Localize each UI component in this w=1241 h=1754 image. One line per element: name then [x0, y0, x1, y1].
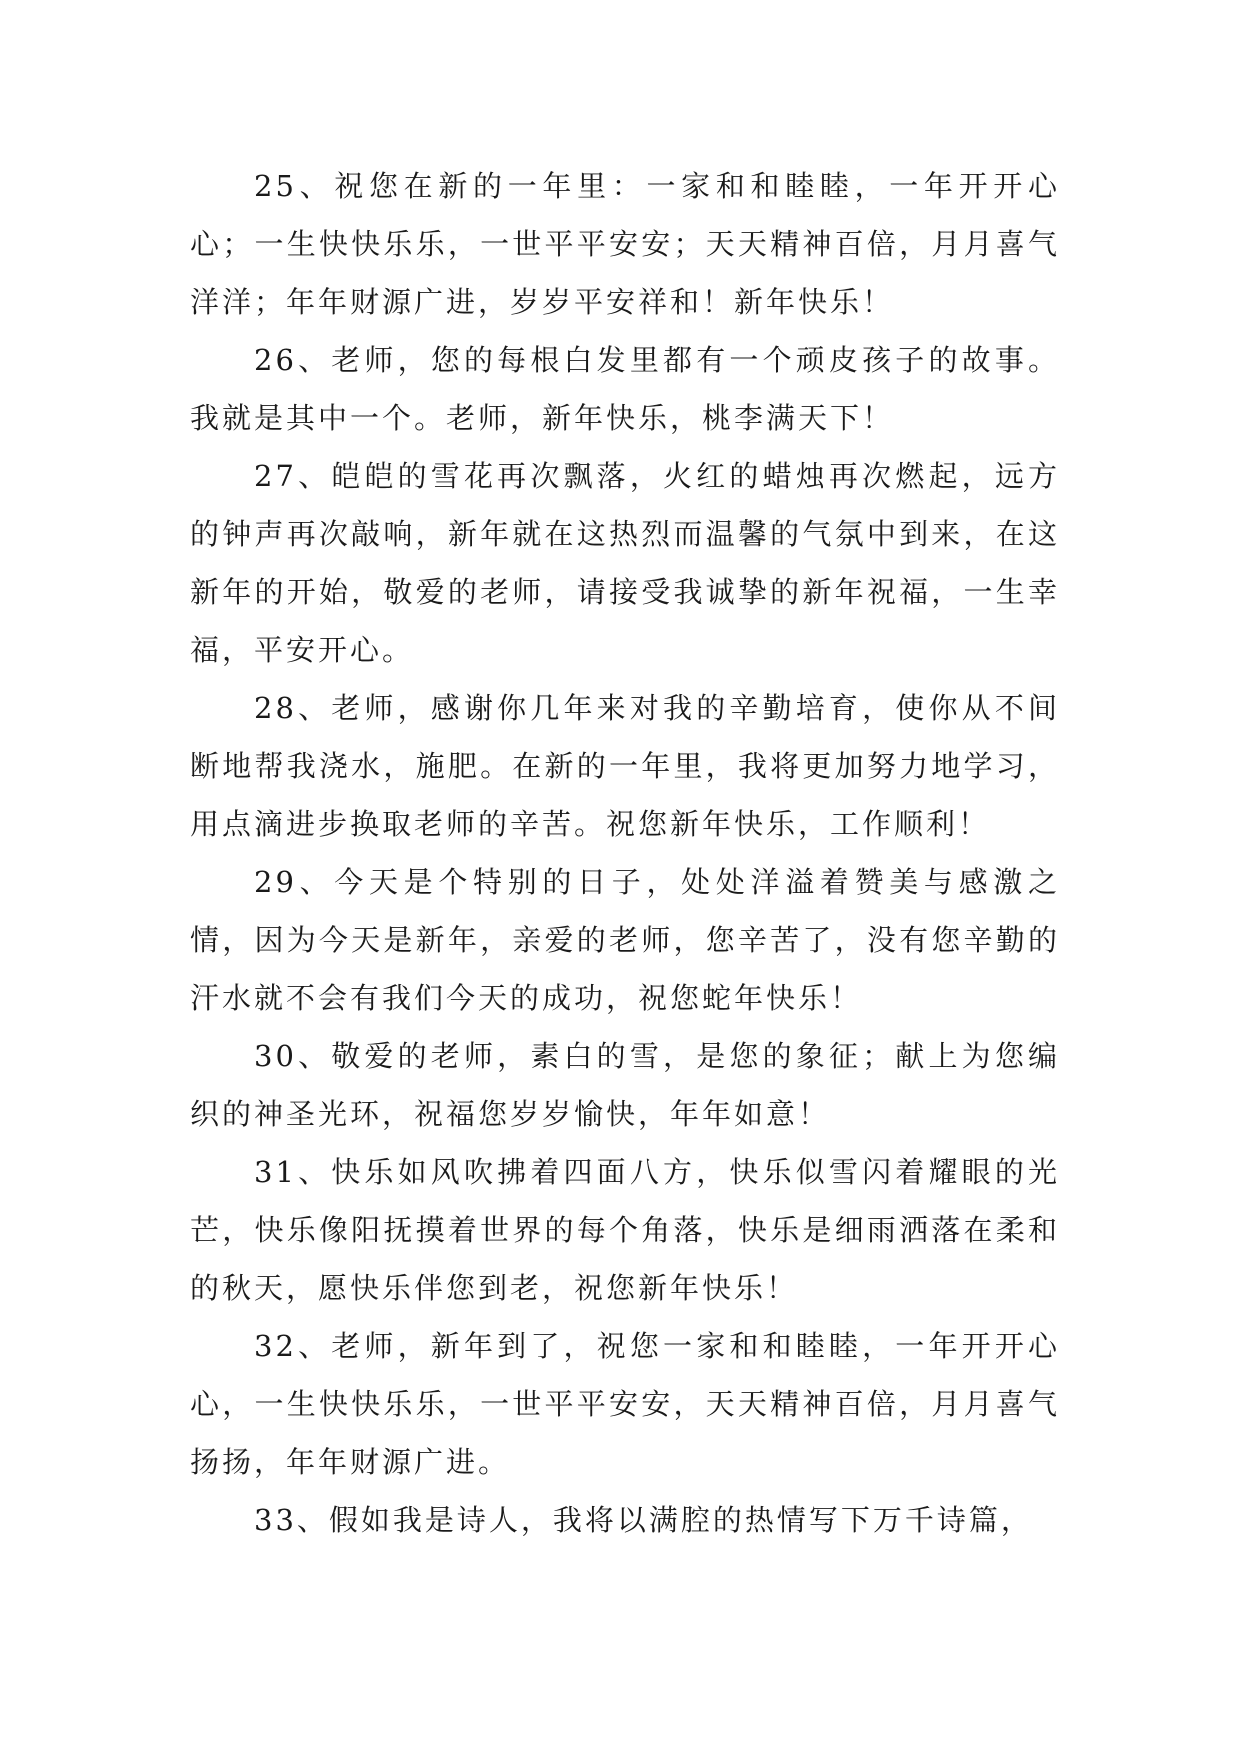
paragraph-30: 30、敬爱的老师，素白的雪，是您的象征；献上为您编织的神圣光环，祝福您岁岁愉快，年年如意！ [190, 1039, 1060, 1131]
paragraph-25: 25、祝您在新的一年里：一家和和睦睦，一年开开心心；一生快快乐乐，一世平平安安；天天精神百倍，月月喜气洋洋；年年财源广进，岁岁平安祥和！新年快乐！ [190, 169, 1060, 319]
paragraph-31: 31、快乐如风吹拂着四面八方，快乐似雪闪着耀眼的光芒，快乐像阳抚摸着世界的每个角落，快乐是细雨洒落在柔和的秋天，愿快乐伴您到老，祝您新年快乐！ [190, 1155, 1060, 1305]
document-body [190, 157, 1060, 1549]
paragraph-29: 29、今天是个特别的日子，处处洋溢着赞美与感激之情，因为今天是新年，亲爱的老师，您辛苦了，没有您辛勤的汗水就不会有我们今天的成功，祝您蛇年快乐！ [190, 865, 1060, 1015]
paragraph-28: 28、老师，感谢你几年来对我的辛勤培育，使你从不间断地帮我浇水，施肥。在新的一年里，我将更加努力地学习，用点滴进步换取老师的辛苦。祝您新年快乐，工作顺利！ [190, 691, 1060, 841]
paragraph-33: 33、假如我是诗人，我将以满腔的热情写下万千诗篇， [254, 1503, 1033, 1537]
paragraph-32: 32、老师，新年到了，祝您一家和和睦睦，一年开开心心，一生快快乐乐，一世平平安安，天天精神百倍，月月喜气扬扬，年年财源广进。 [190, 1329, 1060, 1479]
paragraph-26: 26、老师，您的每根白发里都有一个顽皮孩子的故事。我就是其中一个。老师，新年快乐，桃李满天下！ [190, 343, 1060, 435]
paragraph-27: 27、皑皑的雪花再次飘落，火红的蜡烛再次燃起，远方的钟声再次敲响，新年就在这热烈而温馨的气氛中到来，在这新年的开始，敬爱的老师，请接受我诚挚的新年祝福，一生幸福，平安开心。 [190, 459, 1060, 667]
